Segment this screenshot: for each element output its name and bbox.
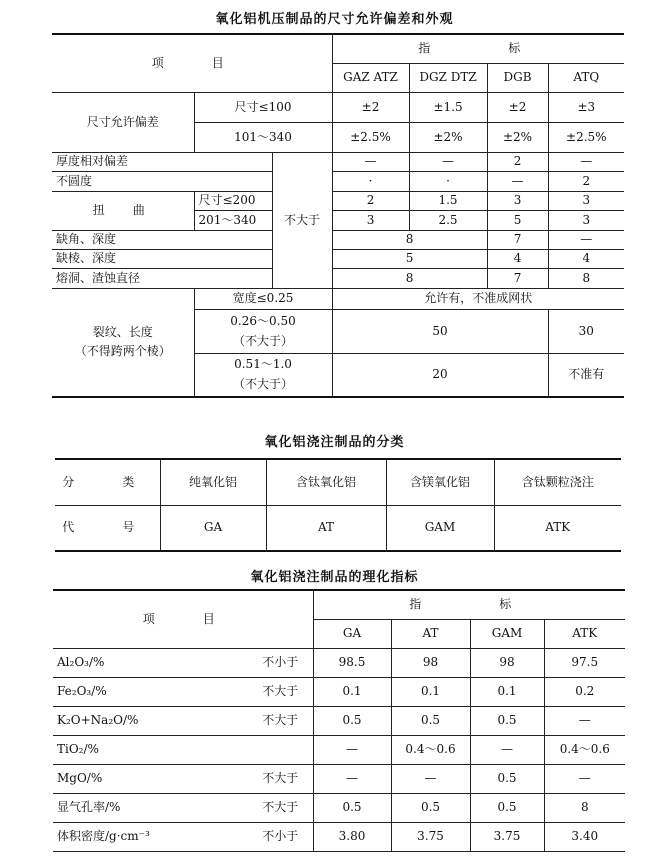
code-ga: GA [160, 505, 266, 551]
col-gam: GAM [470, 619, 544, 648]
crack-label-line1: 裂纹、长度 [92, 325, 153, 340]
cell: 0.5 [313, 793, 391, 822]
cell: 97.5 [544, 648, 625, 677]
class-ti: 含钛氧化铝 [266, 459, 386, 505]
cell: 0.5 [470, 764, 544, 793]
cell: ±2% [487, 122, 548, 152]
cell: 3 [548, 210, 624, 230]
row-label: Fe₂O₃/% [53, 677, 248, 706]
code-atk: ATK [494, 505, 621, 551]
cell: — [548, 230, 624, 249]
code-at: AT [266, 505, 386, 551]
cell: — [470, 735, 544, 764]
class-ti-granular: 含钛颗粒浇注 [494, 459, 621, 505]
twist-r1-label: 尺寸≤200 [194, 191, 272, 210]
cell: 3 [487, 191, 548, 210]
cell: 7 [487, 230, 548, 249]
cell: ±2.5% [548, 122, 624, 152]
col-atk: ATK [544, 619, 625, 648]
cell: 0.4～0.6 [544, 735, 625, 764]
header-index: 指 标 [332, 34, 624, 63]
header-item: 项 目 [52, 34, 332, 92]
cell: 0.1 [391, 677, 470, 706]
header-class: 分 类 [55, 459, 160, 505]
thickness-label: 厚度相对偏差 [52, 152, 272, 171]
cell: 3.80 [313, 822, 391, 851]
table1-title: 氧化铝机压制品的尺寸允许偏差和外观 [215, 12, 454, 27]
crack-r2-note: （不大于） [233, 333, 294, 348]
cell: 5 [487, 210, 548, 230]
cell: 98.5 [313, 648, 391, 677]
crack-r3-label [194, 353, 332, 397]
twist-r2-label: 201～340 [194, 210, 272, 230]
cell: — [544, 706, 625, 735]
col-at: AT [391, 619, 470, 648]
dim-tolerance-label: 尺寸允许偏差 [52, 92, 194, 152]
cell: — [548, 152, 624, 171]
row-cond: 不大于 [248, 764, 313, 793]
cell: 0.5 [391, 793, 470, 822]
row-label: 体积密度/g·cm⁻³ [53, 822, 248, 851]
cell: 3 [332, 210, 409, 230]
row-label: TiO₂/% [53, 735, 248, 764]
cell: 98 [391, 648, 470, 677]
class-pure: 纯氧化铝 [160, 459, 266, 505]
col-gaz-atz: GAZ ATZ [332, 63, 409, 92]
cell: — [544, 764, 625, 793]
crack-r1-label: 宽度≤0.25 [194, 288, 332, 309]
cell: 5 [332, 249, 487, 268]
cell: ±2% [409, 122, 487, 152]
cell: — [313, 764, 391, 793]
cell: — [487, 171, 548, 191]
cell: ±2 [487, 92, 548, 122]
crack-r3-range: 0.51～1.0 [234, 357, 292, 372]
col-atq: ATQ [548, 63, 624, 92]
cell: · [332, 171, 409, 191]
header-item: 项 目 [53, 590, 313, 648]
classification-table [55, 458, 621, 552]
cell: 1.5 [409, 191, 487, 210]
cell: — [391, 764, 470, 793]
size-tolerance-table [52, 33, 624, 398]
physchem-table [53, 589, 625, 852]
cell: 0.1 [313, 677, 391, 706]
cell: 20 [332, 353, 548, 397]
cell: 3.75 [391, 822, 470, 851]
col-dgb: DGB [487, 63, 548, 92]
header-code: 代 号 [55, 505, 160, 551]
cell: 30 [548, 309, 624, 353]
cell: 2 [487, 152, 548, 171]
edge-label: 缺棱、深度 [52, 249, 272, 268]
cell: 0.5 [313, 706, 391, 735]
crack-label [52, 288, 194, 397]
cell: 0.5 [470, 706, 544, 735]
cell: 4 [487, 249, 548, 268]
cell: 不准有 [548, 353, 624, 397]
cell: ±1.5 [409, 92, 487, 122]
row-cond: 不大于 [248, 793, 313, 822]
crack-label-line2: （不得跨两个棱） [74, 344, 171, 359]
row-label: 显气孔率/% [53, 793, 248, 822]
cell: ±2.5% [332, 122, 409, 152]
cell: 8 [544, 793, 625, 822]
crack-r3-note: （不大于） [233, 377, 294, 392]
cell: 98 [470, 648, 544, 677]
cell: 允许有，不准成网状 [332, 288, 624, 309]
dim-r2-label: 101～340 [194, 122, 332, 152]
col-ga: GA [313, 619, 391, 648]
row-label: Al₂O₃/% [53, 648, 248, 677]
roundness-label: 不圆度 [52, 171, 272, 191]
hole-label: 熔洞、渣蚀直径 [52, 268, 272, 288]
cell: 50 [332, 309, 548, 353]
cell: — [409, 152, 487, 171]
row-cond [248, 735, 313, 764]
corner-label: 缺角、深度 [52, 230, 272, 249]
col-dgz-dtz: DGZ DTZ [409, 63, 487, 92]
code-gam: GAM [386, 505, 494, 551]
table3-title: 氧化铝浇注制品的理化指标 [250, 570, 419, 585]
cell: 8 [548, 268, 624, 288]
row-label: MgO/% [53, 764, 248, 793]
cell: 3.40 [544, 822, 625, 851]
cell: 0.5 [470, 793, 544, 822]
cell: 0.1 [470, 677, 544, 706]
cell: 8 [332, 230, 487, 249]
header-index: 指 标 [313, 590, 625, 619]
cell: 8 [332, 268, 487, 288]
crack-r2-label [194, 309, 332, 353]
crack-r2-range: 0.26～0.50 [230, 313, 296, 328]
table2-title: 氧化铝浇注制品的分类 [264, 435, 405, 450]
cell: 2 [548, 171, 624, 191]
cell: 0.4～0.6 [391, 735, 470, 764]
cell: — [313, 735, 391, 764]
cell: ±2 [332, 92, 409, 122]
cell: 3.75 [470, 822, 544, 851]
cell: 0.5 [391, 706, 470, 735]
cell: 2 [332, 191, 409, 210]
cell: 0.2 [544, 677, 625, 706]
cell: 7 [487, 268, 548, 288]
cell: ±3 [548, 92, 624, 122]
cell: 3 [548, 191, 624, 210]
row-cond: 不大于 [248, 677, 313, 706]
row-label: K₂O+Na₂O/% [53, 706, 248, 735]
cell: — [332, 152, 409, 171]
twist-label: 扭 曲 [52, 191, 194, 230]
row-cond: 不大于 [248, 706, 313, 735]
class-mg: 含镁氧化铝 [386, 459, 494, 505]
row-cond: 不小于 [248, 648, 313, 677]
cell: 2.5 [409, 210, 487, 230]
cell: · [409, 171, 487, 191]
row-cond: 不小于 [248, 822, 313, 851]
not-more-than-label: 不大于 [272, 152, 332, 288]
cell: 4 [548, 249, 624, 268]
dim-r1-label: 尺寸≤100 [194, 92, 332, 122]
